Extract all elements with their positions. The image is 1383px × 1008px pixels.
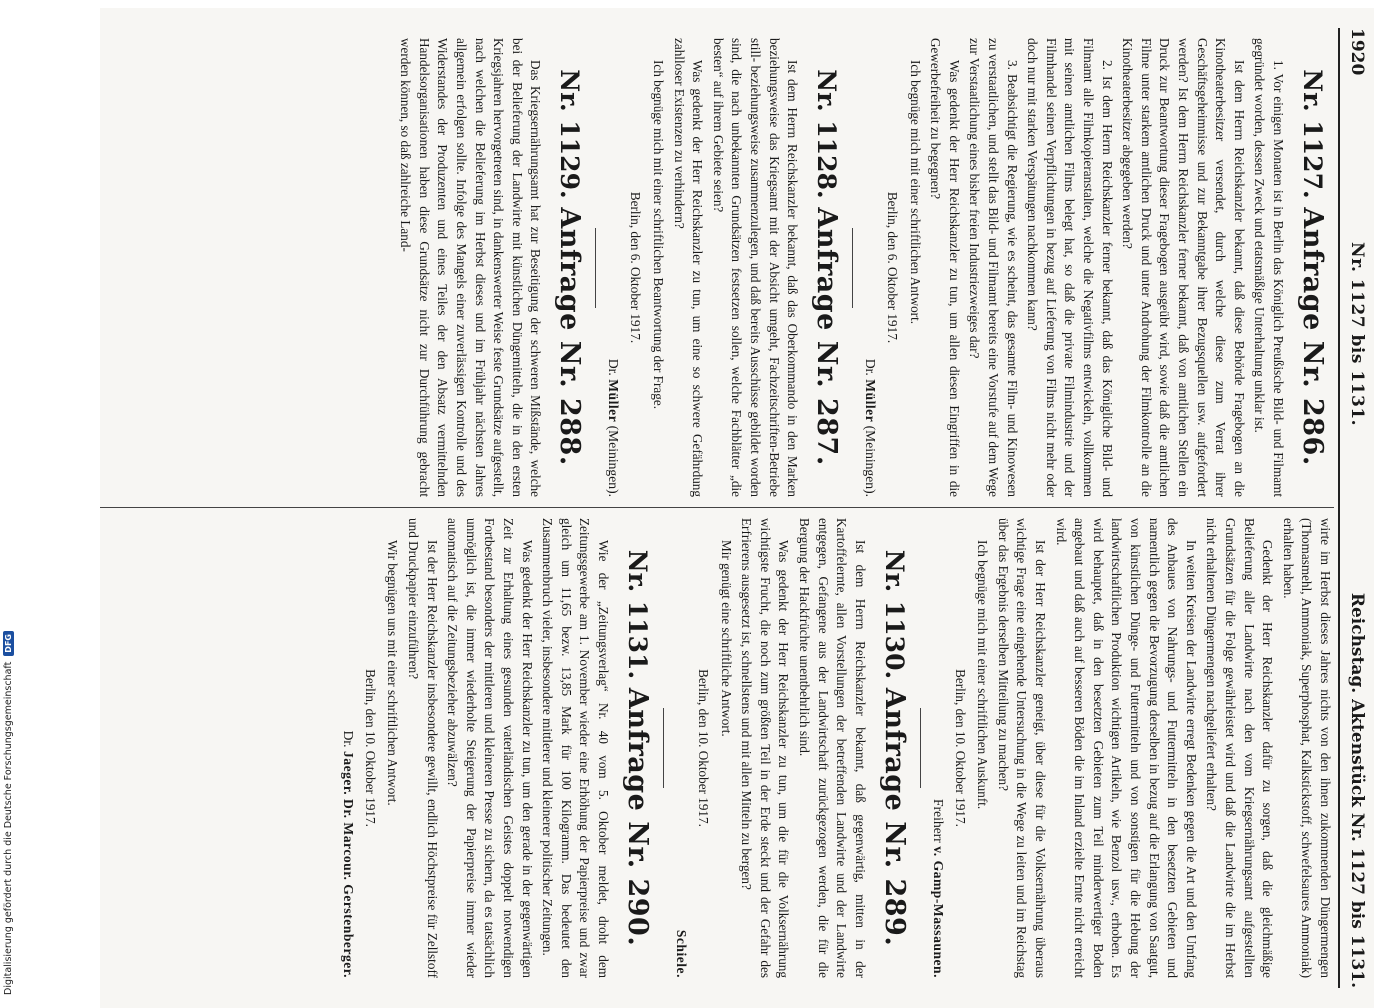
entry-number: Nr. 1131. — [622, 549, 652, 680]
paragraph: Mir genügt eine schriftliche Antwort. — [718, 540, 734, 737]
signature-prefix: Dr. — [340, 730, 356, 748]
entry-title: Anfrage Nr. 288. — [554, 207, 586, 466]
signature-name: v. Gamp-Massaunen. — [930, 846, 946, 978]
signature-suffix: (Meiningen). — [863, 425, 879, 497]
signature-name: Schiele. — [673, 929, 689, 978]
paragraph: Ist dem Herrn Reichskanzler bekannt, daß diese Behörde Fragebogen an die Kinotheaterbesitzer versendet, durch welche diese zum Verrat ihrer Geschäftsgeheimnisse und zur Bekanntgabe ihrer Bezugsquellen usw. aufgefordert werden? Ist dem Herrn Reichskanzler ferner bekannt, daß von amtlichen Stellen ein Druck zur Beantwortung dieser Fragebogen ausgeübt wird, sowie daß die amtlichen Filme unter starkem amtlichen Druck und unter Androhung der Filmkontrolle an die Kinotheaterbesitzer abgegeben werden? — [1120, 38, 1247, 497]
left-column — [100, 28, 1334, 508]
paragraph: 3. Beabsichtigt die Regierung, wie es scheint, das gesamte Film- und Kinowesen zu verstaatlichen, und stellt das Bild- und Filmamt bereits eine Vorstufe auf dem Wege zur Verstaatlichung eines bisher freien Industriezweiges dar? — [967, 38, 1020, 497]
signature — [672, 518, 690, 978]
paragraph: Was gedenkt der Herr Reichskanzler zu tun, um den gerade in der gegenwärtigen Zeit zur Erhaltung eines gesunden vaterländischen Geistes doppelt notwendigen Fortbestand besonders der mittleren und kleineren Presse zu sichern, da es tatsächlich unmöglich ist, die immer wiederholte Steigerung der Papierpreise immer wieder automatisch auf die Zeitungsbezieher abzuwälzen? — [445, 518, 535, 978]
signature-name: Jaeger. Dr. Marcour. Gerstenberger. — [340, 750, 356, 978]
paragraph: Das Kriegsernährungsamt hat zur Beseitigung der schweren Mißstände, welche bei der Belieferung der Landwirte mit künstlichen Düngemitteln, die in den ersten Kriegsjahren hervorgetreten sind, in dankenswerter Weise feste Grundsätze aufgestellt, nach welchen die Belieferung im Herbst dieses und im Frühjahr nächsten Jahres allgemein erfolgen sollte. Infolge des Mangels einer zuverlässigen Kontrolle und des Widerstandes der Produzenten und eines Teiles der den Absatz vermittelnden Handelsorganisationen haben diese Grundsätze nicht zur Durchführung gebracht werden können, so daß zahlreiche Land- — [398, 38, 544, 497]
paragraph: Ich begnüge mich mit einer schriftlichen Auskunft. — [975, 540, 991, 810]
place-date: Berlin, den 6. Oktober 1917. — [628, 191, 644, 344]
columns — [100, 28, 1334, 988]
paragraph: Was gedenkt der Herr Reichskanzler zu tun, um eine so schwere Gefährdung zahlloser Existenzen zu verhindern? — [671, 38, 706, 497]
signature — [861, 38, 879, 497]
digitization-credit — [0, 0, 16, 995]
dfg-logo: DFG — [3, 631, 14, 656]
header-center: Nr. 1127 bis 1131. — [1347, 242, 1367, 427]
paragraph: Wie der „Zeitungsverlag“ Nr. 40 vom 5. Oktober meldet, droht dem Zeitungsgewerbe am 1. November wieder eine Erhöhung der Papierpreise und zwar gleich um 11,65 bezw. 13,85 Mark für 100 Kilogramm. Das bedeutet den Zusammenbruch vieler, insbesondere mittlerer und kleinerer politischer Zeitungen. — [540, 518, 611, 978]
entry-1131 — [339, 518, 653, 978]
header-right: Reichstag. Aktenstück Nr. 1127 bis 1131. — [1347, 592, 1367, 988]
paragraph: Ich begnüge mich mit einer schriftlichen Beantwortung der Frage. — [650, 60, 666, 409]
place-date: Berlin, den 6. Oktober 1917. — [885, 191, 901, 344]
signature — [929, 518, 947, 978]
credit-text: Digitalisierung gefördert durch die Deutsche Forschungsgemeinschaft — [2, 661, 14, 995]
separator-rule — [852, 228, 853, 308]
separator-rule — [663, 708, 664, 788]
paragraph: Ich begnüge mich mit einer schriftlichen Antwort. — [907, 60, 923, 325]
place-date: Berlin, den 10. Oktober 1917. — [362, 669, 378, 827]
signature-name: Müller — [606, 379, 622, 423]
signature-prefix: Dr. — [606, 358, 622, 376]
rotated-page — [100, 8, 1374, 1008]
signature-name: Müller — [863, 379, 879, 423]
entry-1128 — [595, 38, 842, 497]
entry-title: Anfrage Nr. 287. — [811, 207, 843, 466]
paragraph: 1. Vor einigen Monaten ist in Berlin das Königlich Preußische Bild- und Filmamt gegründet worden, dessen Zweck und etatsmäßige Unterhaltung unklar ist. — [1252, 38, 1286, 497]
paragraph: Was gedenkt der Herr Reichskanzler zu tun, um die für die Volksernährung wichtigste Frucht, die noch zum größten Teil in der Erde steckt und der Gefahr des Erfrierens ausgesetzt ist, schnellstens und mit allen Mitteln zu bergen? — [739, 518, 792, 978]
entry-number: Nr. 1128. — [812, 69, 842, 199]
separator-rule — [920, 708, 921, 788]
signature-suffix: (Meiningen). — [606, 425, 622, 497]
entry-title: Anfrage Nr. 289. — [878, 687, 910, 947]
paragraph: 2. Ist dem Herrn Reichskanzler ferner bekannt, daß das Königliche Bild- und Filmamt alle Filmkopieranstalten, welche die Negativfilms entwickeln, vollkommen mit seinen amtlichen Films belegt hat, so daß die private Filmindustrie und der Filmhandel seinen Verpflichtungen in bezug auf Lieferung von Films nicht mehr oder doch nur mit starken Verspätungen nachkommen kann? — [1025, 38, 1115, 497]
entry-1129 — [396, 38, 586, 497]
right-column — [100, 508, 1334, 988]
paragraph: In weiten Kreisen der Landwirte erregt Bedenken gegen die Art und den Umfang des Anbaues von Nahrungs- und Futtermitteln in den besetzten Gebieten und namentlich gegen die Bevorzugung derselben in bezug auf die Erlangung von Saatgut, von künstlichen Dünge- und Futtermitteln und von sonstigen für die Hebung der landwirtschaftlichen Produktion wichtigen Artikeln, wie Benzol usw., erhoben. Es wird behauptet, daß in den besetzten Gebieten zum Teil minderwertiger Boden angebaut und daß auch auf besseren Böden die im Inland erzielte Ernte nicht erreicht wird. — [1053, 518, 1199, 978]
signature-prefix: Dr. — [863, 358, 879, 376]
entry-1127 — [852, 38, 1328, 497]
entry-number: Nr. 1129. — [555, 69, 585, 199]
signature — [604, 38, 622, 497]
continued-paragraph: wirte im Herbst dieses Jahres nichts von den ihnen zukommenden Düngermengen (Thomasmehl, Ammoniak, Superphosphat, Kalkstickstoff, schwefelsaures Ammoniak) erhalten haben. — [1280, 518, 1333, 978]
page-number: 1920 — [1347, 28, 1367, 76]
entry-1130 — [663, 518, 910, 978]
entry-number: Nr. 1127. — [1298, 69, 1327, 199]
place-date: Berlin, den 10. Oktober 1917. — [695, 669, 711, 827]
separator-rule — [595, 228, 596, 308]
paragraph: Wir begnügen uns mit einer schriftlichen Antwort. — [385, 540, 401, 806]
signature — [339, 518, 357, 978]
entry-number: Nr. 1130. — [879, 549, 909, 680]
paragraph: Was gedenkt der Herr Reichskanzler zu tun, um allen diesen Eingriffen in die Gewerbefreiheit zu begegnen? — [928, 38, 962, 497]
entry-title: Anfrage Nr. 290. — [621, 687, 653, 947]
paragraph: Ist dem Herrn Reichskanzler bekannt, daß gegenwärtig, mitten in der Kartoffelernte, allen Vorstellungen der betreffenden Landwirte und der Landwirte entgegen, Gefangene aus der Landwirtschaft zurückgezogen werden, die für die Bergung der Hackfrüchte unentbehrlich sind. — [796, 518, 868, 978]
paragraph: Ist der Herr Reichskanzler geneigt, über diese für die Volksernährung überaus wichtige Frage eine eingehende Untersuchung in die Wege zu leiten und im Reichstag über das Ergebnis derselben Mitteilung zu machen? — [995, 518, 1049, 978]
paragraph: Ist der Herr Reichskanzler insbesondere gewillt, endlich Höchstpreise für Zellstoff und Druckpapier einzuführen? — [406, 518, 440, 978]
entry-title: Anfrage Nr. 286. — [1297, 207, 1328, 466]
signature-prefix: Freiherr — [930, 799, 946, 843]
paragraph: Gedenkt der Herr Reichskanzler dafür zu sorgen, daß die gleichmäßige Belieferung aller Landwirte nach den vom Kriegsernährungsamt aufgestellten Grundsätzen für die Folge gewährleistet wird und daß die Landwirte die im Herbst nicht erhaltenen Düngermengen nachgeliefert erhalten? — [1204, 518, 1276, 978]
page-header — [1338, 28, 1374, 988]
paragraph: Ist dem Herrn Reichskanzler bekannt, daß das Oberkommando in den Marken beziehungsweise das Kriegsamt mit der Absicht umgeht, Fachzeitschriften-Betriebe still- beziehungsweise zusammenzulegen, und daß bereits Ausschüsse gebildet worden sind, die nach unbekannten Grundsätzen festsetzen sollen, welche Fachblätter „die besten“ auf ihrem Gebiete seien? — [710, 38, 801, 497]
place-date: Berlin, den 10. Oktober 1917. — [952, 669, 968, 827]
